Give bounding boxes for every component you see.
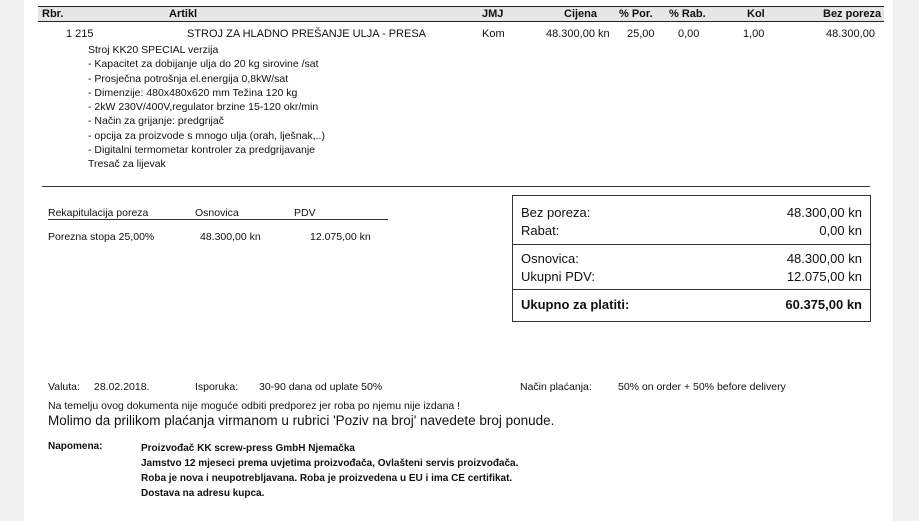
- predporez-note: Na temelju ovog dokumenta nije moguće odbiti predporez jer roba po njemu nije izdana !: [48, 400, 461, 412]
- col-artikl: Artikl: [169, 8, 198, 20]
- total-ukupno: [521, 297, 862, 313]
- description-line: - opcija za proizvode s mnogo ulja (orah, lješnak,..): [88, 129, 325, 142]
- page-edge-left: [0, 0, 24, 521]
- grand-total-value: 60.375,00 kn: [785, 297, 862, 312]
- col-por: % Por.: [619, 8, 653, 20]
- isporuka-label: Isporuka:: [195, 381, 239, 393]
- item-bez-poreza: 48.300,00: [826, 28, 875, 40]
- table-row: [38, 27, 884, 41]
- description-line: - Kapacitet za dobijanje ulja do 20 kg sirovine /sat: [88, 58, 319, 71]
- item-rab: 0,00: [678, 28, 700, 40]
- totals-box: [512, 195, 871, 322]
- placanje-label: Način plaćanja:: [520, 381, 592, 393]
- notes-label: Napomena:: [48, 441, 103, 452]
- description-line: - Prosječna potrošnja el.energija 0,8kW/sat: [88, 72, 289, 85]
- total-pdv: [521, 269, 862, 285]
- totals-divider: [513, 289, 870, 290]
- recap-pdv: 12.075,00 kn: [310, 231, 371, 243]
- total-value: 12.075,00 kn: [786, 269, 862, 284]
- col-rab: % Rab.: [669, 8, 706, 20]
- recap-stopa: Porezna stopa 25,00%: [48, 231, 155, 243]
- items-table-header: [38, 6, 884, 22]
- col-bez-poreza: Bez poreza: [823, 8, 882, 20]
- description-line: Tresač za lijevak: [88, 158, 166, 171]
- total-osnovica: [521, 251, 862, 267]
- description-line: - Dimenzije: 480x480x620 mm Težina 120 kg: [88, 86, 298, 99]
- tax-recap-header: [48, 207, 388, 220]
- total-value: 48.300,00 kn: [786, 205, 862, 220]
- note-line: Dostava na adresu kupca.: [141, 488, 265, 499]
- payment-note: Molimo da prilikom plaćanja virmanom u rubrici 'Poziv na broj' navedete broj ponude.: [48, 413, 555, 428]
- item-jmj: Kom: [482, 28, 505, 40]
- col-jmj: JMJ: [482, 8, 504, 20]
- total-rabat: [521, 223, 862, 239]
- total-value: 48.300,00 kn: [786, 251, 862, 266]
- description-line: - Digitalni termometar kontroler za predgrijavanje: [88, 144, 316, 157]
- section-divider: [42, 186, 870, 187]
- recap-col-osnovica: Osnovica: [195, 207, 239, 219]
- valuta-value: 28.02.2018.: [94, 381, 150, 393]
- item-cijena: 48.300,00 kn: [546, 28, 610, 40]
- description-line: - Način za grijanje: predgrijač: [88, 115, 224, 128]
- col-rbr: Rbr.: [42, 8, 64, 20]
- grand-total-label: Ukupno za platiti:: [521, 297, 630, 312]
- totals-divider: [513, 244, 870, 245]
- total-bez-poreza: [521, 205, 862, 221]
- total-label: Rabat:: [521, 223, 560, 238]
- isporuka-value: 30-90 dana od uplate 50%: [259, 381, 383, 393]
- tax-recap-row: [48, 231, 388, 243]
- col-kol: Kol: [747, 8, 765, 20]
- recap-col-pdv: PDV: [294, 207, 316, 219]
- recap-osnovica: 48.300,00 kn: [200, 231, 261, 243]
- total-label: Ukupni PDV:: [521, 269, 595, 284]
- page-edge-right: [893, 0, 919, 521]
- note-line: Roba je nova i neupotrebljavana. Roba je proizvedena u EU i ima CE certifikat.: [141, 473, 513, 484]
- notes-block: [141, 441, 518, 501]
- total-label: Bez poreza:: [521, 205, 591, 220]
- item-kol: 1,00: [743, 28, 765, 40]
- description-line: Stroj KK20 SPECIAL verzija: [88, 44, 219, 56]
- recap-title: Rekapitulacija poreza: [48, 207, 149, 219]
- item-por: 25,00: [627, 28, 655, 40]
- item-description: [88, 43, 325, 172]
- item-rbr: 1 215: [66, 28, 94, 40]
- valuta-label: Valuta:: [48, 381, 80, 393]
- col-cijena: Cijena: [564, 8, 598, 20]
- note-line: Proizvođač KK screw-press GmbH Njemačka: [141, 443, 355, 454]
- total-label: Osnovica:: [521, 251, 579, 266]
- total-value: 0,00 kn: [819, 223, 862, 238]
- item-artikl: STROJ ZA HLADNO PREŠANJE ULJA - PRESA: [187, 28, 427, 40]
- description-line: - 2kW 230V/400V,regulator brzine 15-120 okr/min: [88, 101, 319, 114]
- document-sheet: [24, 0, 893, 521]
- placanje-value: 50% on order + 50% before delivery: [618, 381, 786, 393]
- note-line: Jamstvo 12 mjeseci prema uvjetima proizvođača, Ovlašteni servis proizvođača.: [141, 458, 519, 469]
